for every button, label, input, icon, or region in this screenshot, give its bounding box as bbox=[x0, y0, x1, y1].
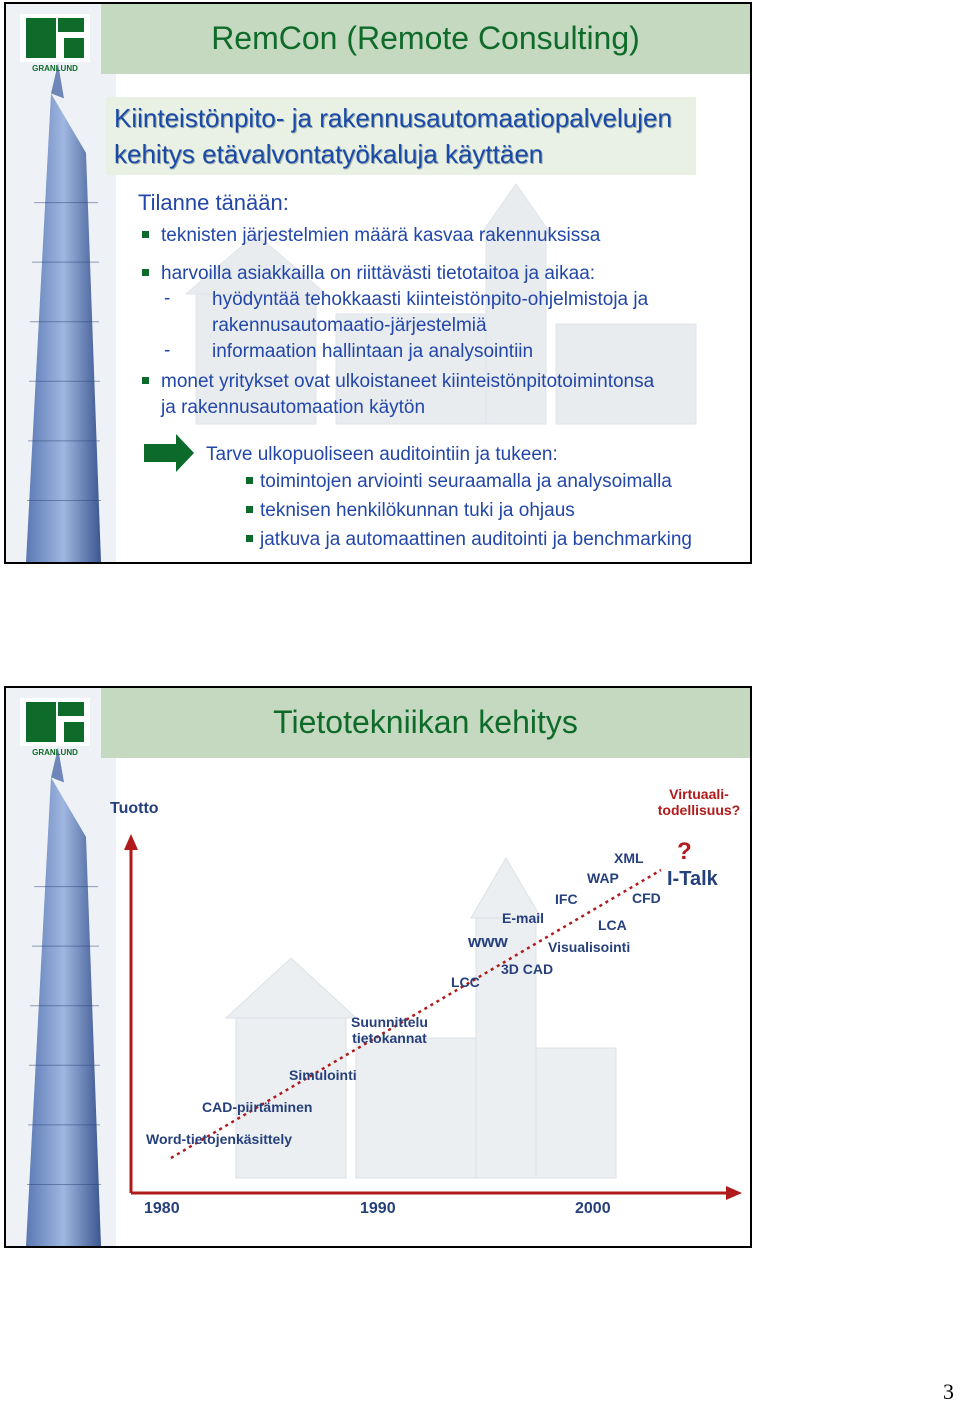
need-item-1: toimintojen arviointi seuraamalla ja analysoimalla bbox=[260, 471, 672, 492]
virtual-reality-line-2: todellisuus? bbox=[657, 802, 741, 818]
bullet-marker bbox=[142, 377, 149, 384]
svg-text:GRANLUND: GRANLUND bbox=[32, 64, 78, 73]
bullet-marker bbox=[246, 535, 253, 542]
year-1990: 1990 bbox=[360, 1200, 396, 1217]
bullet-3-line-2: ja rakennusautomaation käytön bbox=[161, 397, 426, 418]
sub-bullet-1-line-1: hyödyntää tehokkaasti kiinteistönpito-ohjelmistoja ja bbox=[212, 289, 649, 310]
label-cfd: CFD bbox=[632, 890, 661, 906]
label-3d-cad: 3D CAD bbox=[501, 961, 554, 977]
slide-heading bbox=[114, 100, 672, 172]
label-suunnittelu-line-1: Suunnittelu bbox=[351, 1014, 428, 1030]
label-www: www bbox=[468, 932, 508, 951]
label-ifc: IFC bbox=[555, 891, 578, 907]
page-number: 3 bbox=[943, 1379, 954, 1404]
virtual-reality-line-1: Virtuaali- bbox=[669, 786, 729, 802]
bullet-3-line-1: monet yritykset ovat ulkoistaneet kiinteistönpitotoimintonsa bbox=[161, 371, 655, 392]
label-word-tietojenkasittely: Word-tietojenkäsittely bbox=[146, 1131, 292, 1147]
skyscraper-background-image bbox=[6, 4, 116, 562]
bullet-marker bbox=[246, 506, 253, 513]
subheading: Tilanne tänään: bbox=[138, 190, 289, 215]
slide-title: Tietotekniikan kehitys bbox=[273, 704, 578, 740]
need-heading: Tarve ulkopuoliseen auditointiin ja tukeen: bbox=[206, 444, 558, 465]
slide-tietotekniikan-kehitys bbox=[4, 686, 752, 1248]
bullet-marker bbox=[142, 269, 149, 276]
year-2000: 2000 bbox=[575, 1200, 611, 1217]
need-item-3: jatkuva ja automaattinen auditointi ja benchmarking bbox=[260, 529, 692, 550]
svg-text:GRANLUND: GRANLUND bbox=[32, 748, 78, 757]
virtual-reality-label bbox=[654, 786, 744, 818]
bullet-marker bbox=[142, 231, 149, 238]
label-suunnittelu-line-2: tietokannat bbox=[352, 1030, 427, 1046]
bullet-marker bbox=[246, 477, 253, 484]
label-lca: LCA bbox=[598, 917, 627, 933]
question-mark: ? bbox=[677, 838, 692, 865]
dash-marker: - bbox=[164, 288, 171, 309]
bullet-2: harvoilla asiakkailla on riittävästi tietotaitoa ja aikaa: bbox=[161, 263, 596, 284]
label-email: E-mail bbox=[502, 910, 545, 926]
right-arrow-icon bbox=[144, 434, 194, 472]
slide-remcon bbox=[4, 2, 752, 564]
bullet-1: teknisten järjestelmien määrä kasvaa rakennuksissa bbox=[161, 225, 601, 246]
slide-title: RemCon (Remote Consulting) bbox=[211, 20, 640, 56]
granlund-logo-icon bbox=[14, 10, 96, 74]
label-xml: XML bbox=[614, 850, 644, 866]
y-axis-arrowhead bbox=[124, 834, 138, 850]
y-axis-label: Tuotto bbox=[110, 800, 159, 817]
sub-bullet-1-line-2: rakennusautomaatio-järjestelmiä bbox=[212, 315, 487, 336]
label-lcc: LCC bbox=[451, 974, 480, 990]
heading-line-2: kehitys etävalvontatyökaluja käyttäen bbox=[114, 139, 544, 169]
sub-bullet-2: informaation hallintaan ja analysointiin bbox=[212, 341, 534, 362]
year-1980: 1980 bbox=[144, 1200, 180, 1217]
dash-marker: - bbox=[164, 340, 171, 361]
italk-label: I-Talk bbox=[667, 868, 718, 890]
heading-line-1: Kiinteistönpito- ja rakennusautomaatiopalvelujen bbox=[114, 103, 672, 133]
label-simulointi: Simulointi bbox=[289, 1067, 357, 1083]
timeline-graphic bbox=[6, 688, 752, 1248]
label-suunnittelu-tietokannat bbox=[351, 1014, 428, 1046]
x-axis-arrowhead bbox=[726, 1186, 742, 1200]
label-wap: WAP bbox=[587, 870, 619, 886]
need-item-2: teknisen henkilökunnan tuki ja ohjaus bbox=[260, 500, 575, 521]
label-cad-piirtaminen: CAD-piirtäminen bbox=[202, 1099, 313, 1115]
label-visualisointi: Visualisointi bbox=[548, 939, 631, 955]
